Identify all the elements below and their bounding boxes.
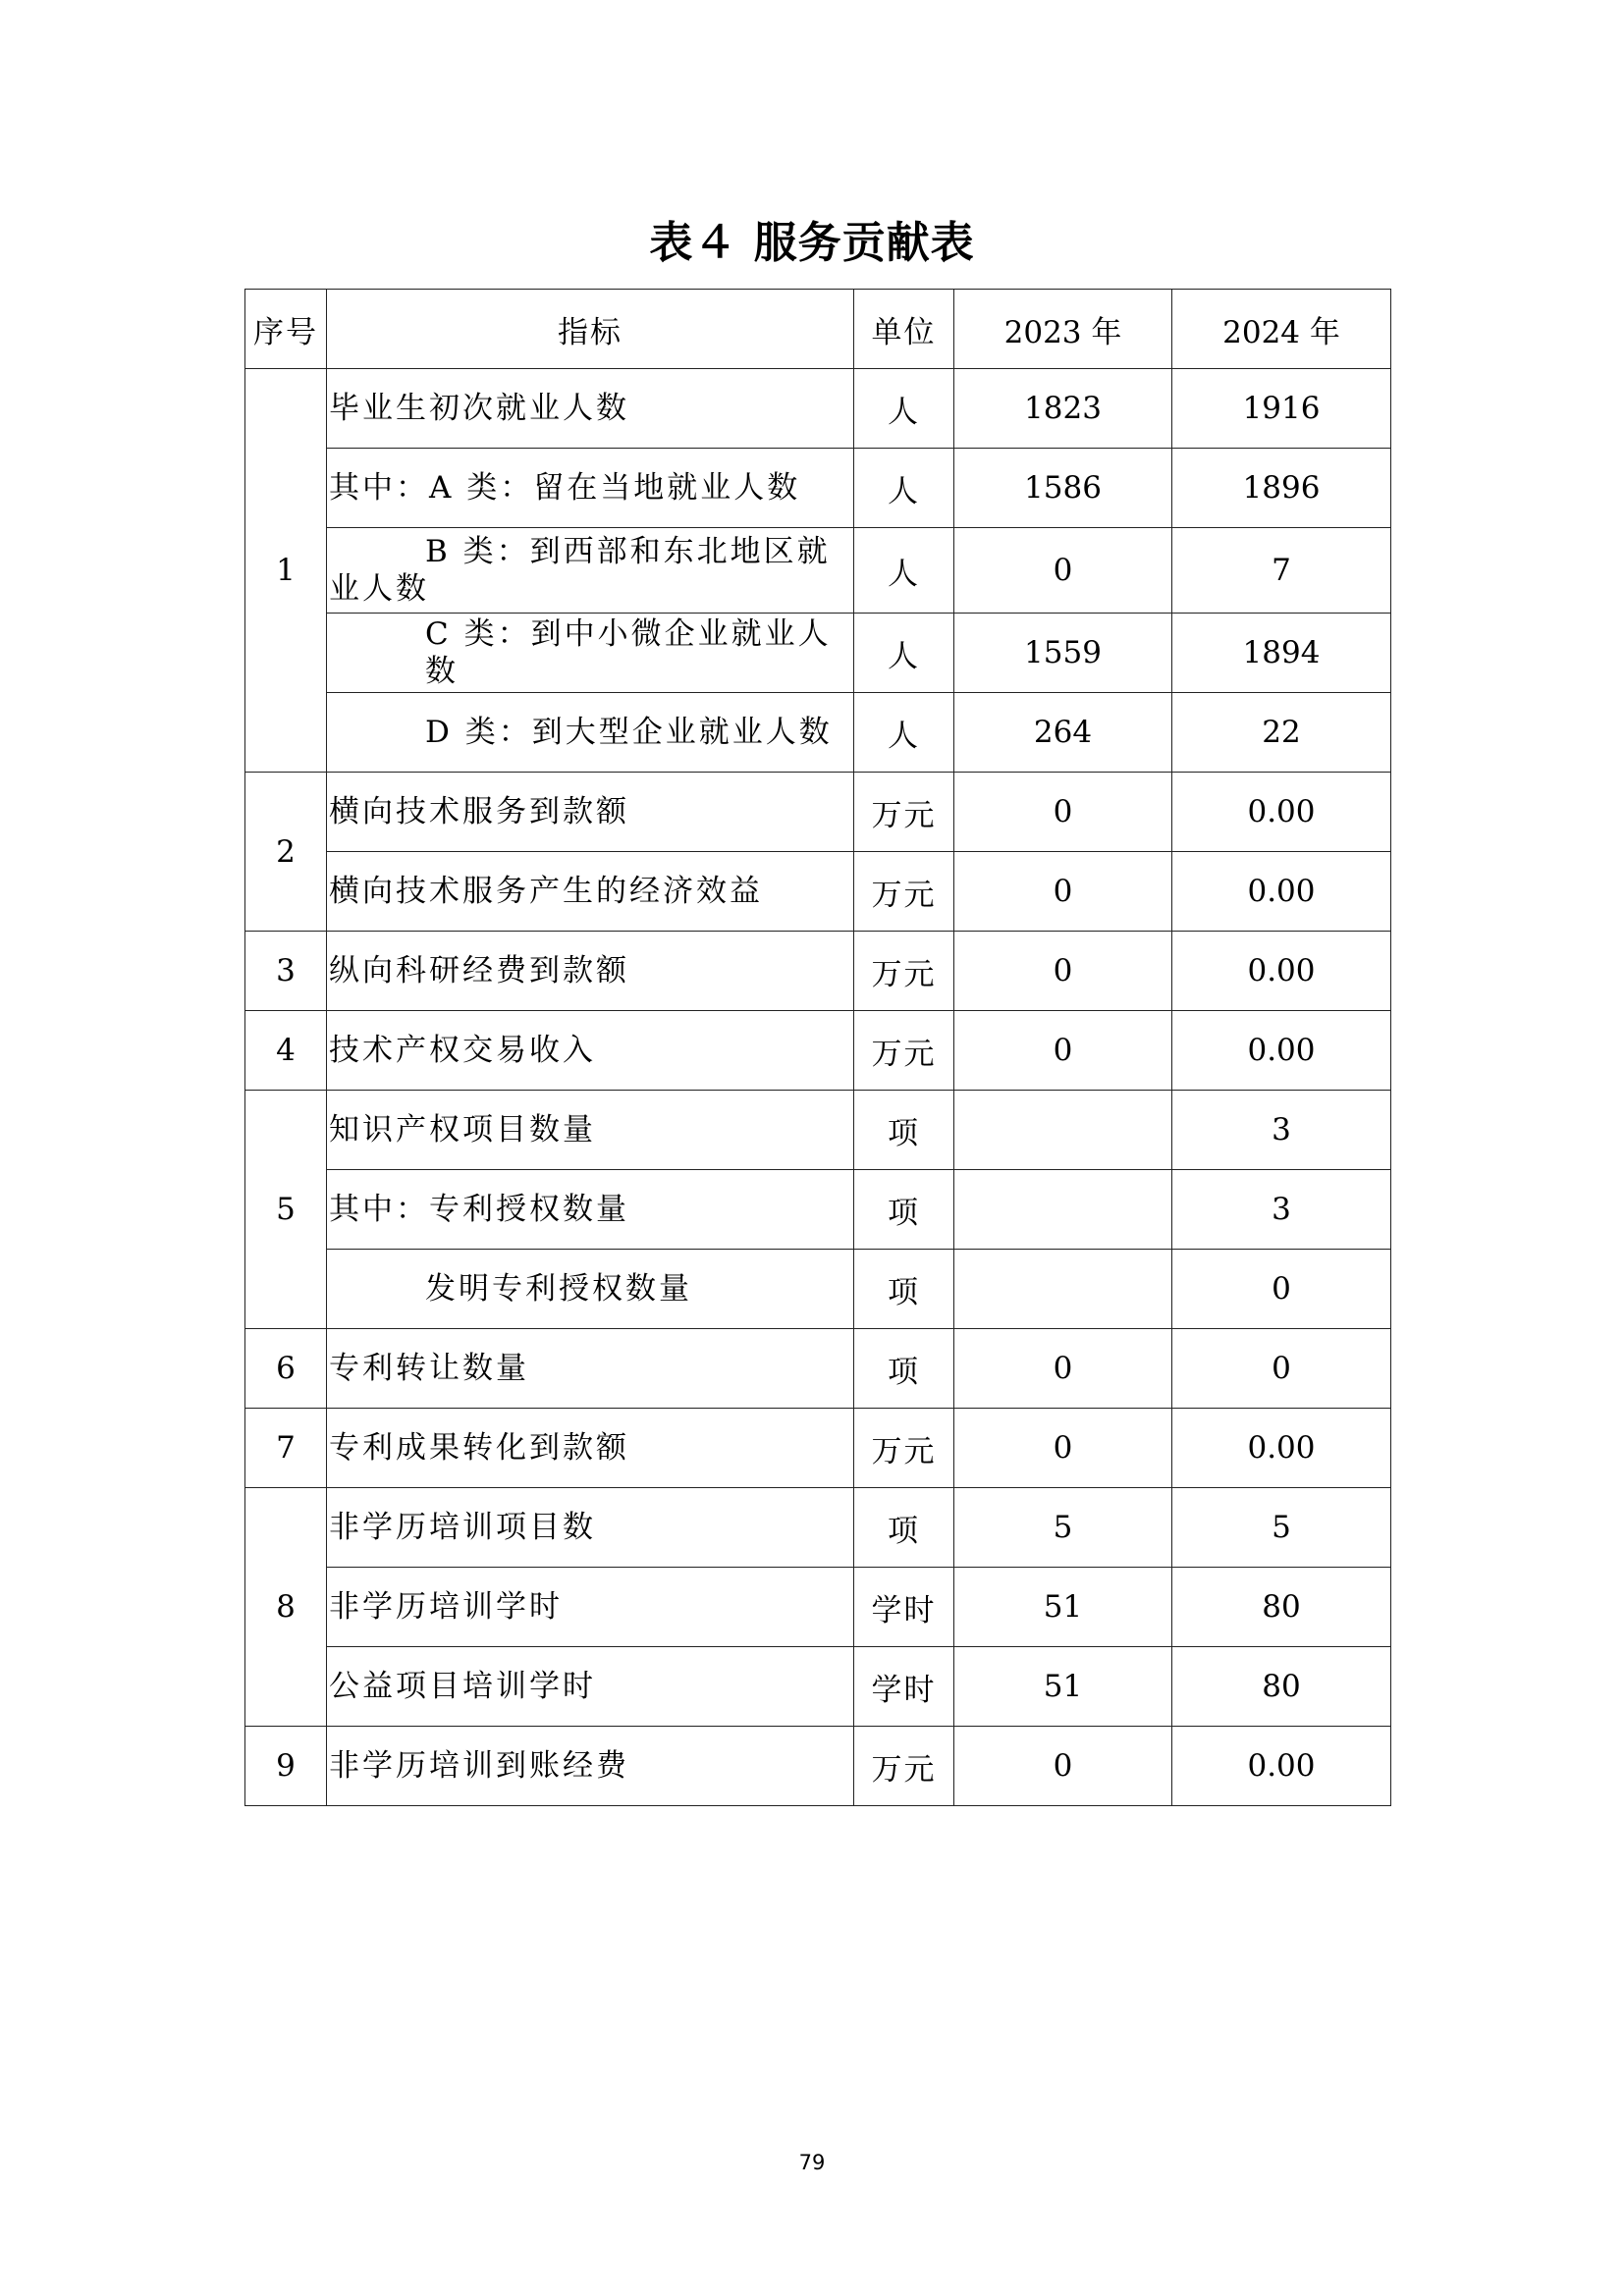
value-2023-cell: 0 <box>954 528 1172 614</box>
seq-cell: 1 <box>245 369 327 773</box>
unit-cell: 人 <box>854 693 954 773</box>
indicator-cell: 技术产权交易收入 <box>327 1011 854 1091</box>
value-2023-cell: 0 <box>954 773 1172 852</box>
table-row <box>245 1329 1391 1409</box>
value-2024-cell: 80 <box>1172 1647 1391 1727</box>
table-row <box>245 852 1391 932</box>
indicator-cell: 专利成果转化到款额 <box>327 1409 854 1488</box>
value-2023-cell: 51 <box>954 1647 1172 1727</box>
table-row <box>245 1011 1391 1091</box>
value-2024-cell: 22 <box>1172 693 1391 773</box>
unit-cell: 项 <box>854 1250 954 1329</box>
indicator-cell: 其中：A 类：留在当地就业人数 <box>327 449 854 528</box>
value-2023-cell: 0 <box>954 932 1172 1011</box>
value-2023-cell: 1586 <box>954 449 1172 528</box>
seq-cell: 3 <box>245 932 327 1011</box>
value-2023-cell: 0 <box>954 1329 1172 1409</box>
value-2024-cell: 0.00 <box>1172 932 1391 1011</box>
value-2023-cell: 1823 <box>954 369 1172 449</box>
indicator-cell: 非学历培训到账经费 <box>327 1727 854 1806</box>
value-2024-cell: 0 <box>1172 1329 1391 1409</box>
value-2024-cell: 1894 <box>1172 614 1391 693</box>
value-2023-cell: 51 <box>954 1568 1172 1647</box>
unit-cell: 项 <box>854 1488 954 1568</box>
table-row <box>245 1568 1391 1647</box>
unit-cell: 学时 <box>854 1568 954 1647</box>
unit-cell: 人 <box>854 528 954 614</box>
value-2024-cell: 3 <box>1172 1091 1391 1170</box>
seq-cell: 2 <box>245 773 327 932</box>
table-row <box>245 1647 1391 1727</box>
seq-cell: 5 <box>245 1091 327 1329</box>
seq-cell: 9 <box>245 1727 327 1806</box>
indicator-cell: C 类：到中小微企业就业人数 <box>327 614 854 693</box>
header-unit: 单位 <box>854 290 954 369</box>
indicator-cell: 纵向科研经费到款额 <box>327 932 854 1011</box>
value-2023-cell <box>954 1170 1172 1250</box>
indicator-cell: 横向技术服务到款额 <box>327 773 854 852</box>
header-indicator: 指标 <box>327 290 854 369</box>
unit-cell: 人 <box>854 614 954 693</box>
value-2024-cell: 1916 <box>1172 369 1391 449</box>
indicator-cell: 知识产权项目数量 <box>327 1091 854 1170</box>
unit-cell: 万元 <box>854 1727 954 1806</box>
table-row <box>245 1091 1391 1170</box>
table-row <box>245 1488 1391 1568</box>
indicator-cell: 非学历培训学时 <box>327 1568 854 1647</box>
unit-cell: 万元 <box>854 932 954 1011</box>
header-2023: 2023 年 <box>954 290 1172 369</box>
value-2024-cell: 0.00 <box>1172 852 1391 932</box>
value-2023-cell: 0 <box>954 1011 1172 1091</box>
indicator-cell: 专利转让数量 <box>327 1329 854 1409</box>
value-2023-cell: 1559 <box>954 614 1172 693</box>
value-2024-cell: 80 <box>1172 1568 1391 1647</box>
table-row <box>245 614 1391 693</box>
service-contribution-table <box>244 289 1391 1806</box>
value-2024-cell: 5 <box>1172 1488 1391 1568</box>
page-title: 表４ 服务贡献表 <box>649 218 975 268</box>
table-row <box>245 449 1391 528</box>
table-row <box>245 693 1391 773</box>
table-row <box>245 1170 1391 1250</box>
unit-cell: 学时 <box>854 1647 954 1727</box>
indicator-cell: 非学历培训项目数 <box>327 1488 854 1568</box>
value-2024-cell: 3 <box>1172 1170 1391 1250</box>
indicator-cell: B 类：到西部和东北地区就业人数 <box>327 528 854 614</box>
unit-cell: 万元 <box>854 773 954 852</box>
value-2024-cell: 7 <box>1172 528 1391 614</box>
value-2023-cell: 0 <box>954 852 1172 932</box>
value-2023-cell <box>954 1091 1172 1170</box>
value-2024-cell: 1896 <box>1172 449 1391 528</box>
table-row <box>245 773 1391 852</box>
unit-cell: 万元 <box>854 1011 954 1091</box>
value-2023-cell <box>954 1250 1172 1329</box>
unit-cell: 万元 <box>854 1409 954 1488</box>
table-row <box>245 369 1391 449</box>
unit-cell: 项 <box>854 1091 954 1170</box>
header-seq: 序号 <box>245 290 327 369</box>
indicator-cell: D 类：到大型企业就业人数 <box>327 693 854 773</box>
table-row <box>245 1250 1391 1329</box>
unit-cell: 项 <box>854 1329 954 1409</box>
value-2024-cell: 0.00 <box>1172 1011 1391 1091</box>
table-row <box>245 1409 1391 1488</box>
indicator-cell: 公益项目培训学时 <box>327 1647 854 1727</box>
seq-cell: 4 <box>245 1011 327 1091</box>
page-number: 79 <box>798 2151 826 2174</box>
seq-cell: 8 <box>245 1488 327 1727</box>
table-row <box>245 1727 1391 1806</box>
indicator-cell: 其中：专利授权数量 <box>327 1170 854 1250</box>
unit-cell: 人 <box>854 369 954 449</box>
value-2024-cell: 0.00 <box>1172 1727 1391 1806</box>
value-2023-cell: 264 <box>954 693 1172 773</box>
header-2024: 2024 年 <box>1172 290 1391 369</box>
seq-cell: 7 <box>245 1409 327 1488</box>
unit-cell: 项 <box>854 1170 954 1250</box>
indicator-cell: 发明专利授权数量 <box>327 1250 854 1329</box>
seq-cell: 6 <box>245 1329 327 1409</box>
value-2024-cell: 0.00 <box>1172 1409 1391 1488</box>
value-2023-cell: 5 <box>954 1488 1172 1568</box>
unit-cell: 万元 <box>854 852 954 932</box>
table-row <box>245 528 1391 614</box>
indicator-cell: 横向技术服务产生的经济效益 <box>327 852 854 932</box>
unit-cell: 人 <box>854 449 954 528</box>
indicator-cell: 毕业生初次就业人数 <box>327 369 854 449</box>
table-row <box>245 932 1391 1011</box>
value-2024-cell: 0 <box>1172 1250 1391 1329</box>
table-header-row <box>245 290 1391 369</box>
value-2023-cell: 0 <box>954 1727 1172 1806</box>
value-2023-cell: 0 <box>954 1409 1172 1488</box>
value-2024-cell: 0.00 <box>1172 773 1391 852</box>
